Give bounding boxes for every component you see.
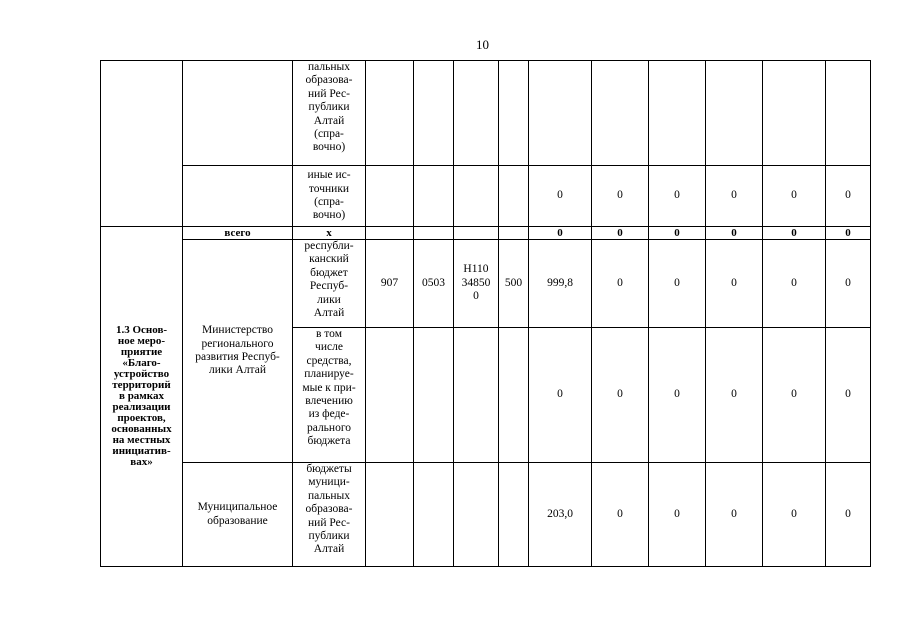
grbs-code bbox=[366, 463, 414, 567]
year-value: 0 bbox=[763, 240, 826, 328]
funding-source: республи- канский бюджет Респуб- лики Алтай bbox=[293, 240, 366, 328]
year-value: 0 bbox=[763, 166, 826, 227]
year-value: 0 bbox=[706, 227, 763, 240]
executor-cell bbox=[183, 166, 293, 227]
target-article bbox=[454, 328, 499, 463]
expense-type bbox=[499, 61, 529, 166]
budget-table bbox=[100, 60, 871, 567]
year-value: 0 bbox=[826, 166, 871, 227]
year-value: 0 bbox=[592, 240, 649, 328]
expense-type bbox=[499, 166, 529, 227]
year-value: 0 bbox=[529, 328, 592, 463]
year-value: 0 bbox=[706, 166, 763, 227]
year-value: 203,0 bbox=[529, 463, 592, 567]
year-value bbox=[592, 61, 649, 166]
measure-name: 1.3 Основ- ное меро- приятие «Благо- устройство территорий в рамках реализации проектов, основанных на местных инициатив- вах» bbox=[101, 227, 183, 567]
year-value: 0 bbox=[592, 166, 649, 227]
section-code bbox=[414, 61, 454, 166]
executor-name: Муниципальное образование bbox=[183, 463, 293, 567]
grbs-code: 907 bbox=[366, 240, 414, 328]
section-code bbox=[414, 463, 454, 567]
table-row bbox=[101, 240, 871, 328]
year-value: 0 bbox=[649, 240, 706, 328]
funding-source: бюджеты муници- пальных образова- ний Рес- публики Алтай bbox=[293, 463, 366, 567]
section-code: 0503 bbox=[414, 240, 454, 328]
year-value bbox=[763, 61, 826, 166]
executor-name: Министерство регионального развития Респуб- лики Алтай bbox=[183, 240, 293, 463]
executor-cell bbox=[183, 61, 293, 166]
total-row bbox=[101, 227, 871, 240]
measure-cell-continued bbox=[101, 61, 183, 227]
total-label: всего bbox=[183, 227, 293, 240]
target-article: Н110 34850 0 bbox=[454, 240, 499, 328]
year-value: 0 bbox=[706, 463, 763, 567]
target-article bbox=[454, 166, 499, 227]
year-value: 0 bbox=[826, 328, 871, 463]
expense-type bbox=[499, 328, 529, 463]
grbs-code bbox=[366, 166, 414, 227]
year-value: 0 bbox=[826, 240, 871, 328]
year-value: 0 bbox=[649, 166, 706, 227]
funding-source: пальных образова- ний Рес- публики Алтай (спра- вочно) bbox=[293, 61, 366, 166]
year-value: 0 bbox=[763, 463, 826, 567]
table-row bbox=[101, 463, 871, 567]
funding-source: в том числе средства, планируе- мые к при- влечению из феде- рального бюджета bbox=[293, 328, 366, 463]
target-article bbox=[454, 61, 499, 166]
year-value: 0 bbox=[826, 463, 871, 567]
year-value bbox=[826, 61, 871, 166]
expense-type bbox=[499, 227, 529, 240]
year-value: 0 bbox=[706, 328, 763, 463]
funding-source: х bbox=[293, 227, 366, 240]
year-value: 0 bbox=[592, 463, 649, 567]
year-value: 0 bbox=[529, 166, 592, 227]
year-value: 0 bbox=[649, 463, 706, 567]
target-article bbox=[454, 463, 499, 567]
section-code bbox=[414, 227, 454, 240]
table-row bbox=[101, 61, 871, 166]
expense-type: 500 bbox=[499, 240, 529, 328]
year-value: 0 bbox=[529, 227, 592, 240]
grbs-code bbox=[366, 227, 414, 240]
year-value: 0 bbox=[706, 240, 763, 328]
year-value bbox=[649, 61, 706, 166]
year-value: 999,8 bbox=[529, 240, 592, 328]
page-number: 10 bbox=[476, 37, 489, 52]
table-row bbox=[101, 166, 871, 227]
grbs-code bbox=[366, 328, 414, 463]
funding-source: иные ис- точники (спра- вочно) bbox=[293, 166, 366, 227]
year-value: 0 bbox=[592, 227, 649, 240]
year-value bbox=[529, 61, 592, 166]
section-code bbox=[414, 166, 454, 227]
year-value: 0 bbox=[826, 227, 871, 240]
section-code bbox=[414, 328, 454, 463]
target-article bbox=[454, 227, 499, 240]
year-value: 0 bbox=[592, 328, 649, 463]
year-value: 0 bbox=[649, 328, 706, 463]
year-value: 0 bbox=[763, 328, 826, 463]
year-value: 0 bbox=[763, 227, 826, 240]
year-value bbox=[706, 61, 763, 166]
year-value: 0 bbox=[649, 227, 706, 240]
grbs-code bbox=[366, 61, 414, 166]
expense-type bbox=[499, 463, 529, 567]
